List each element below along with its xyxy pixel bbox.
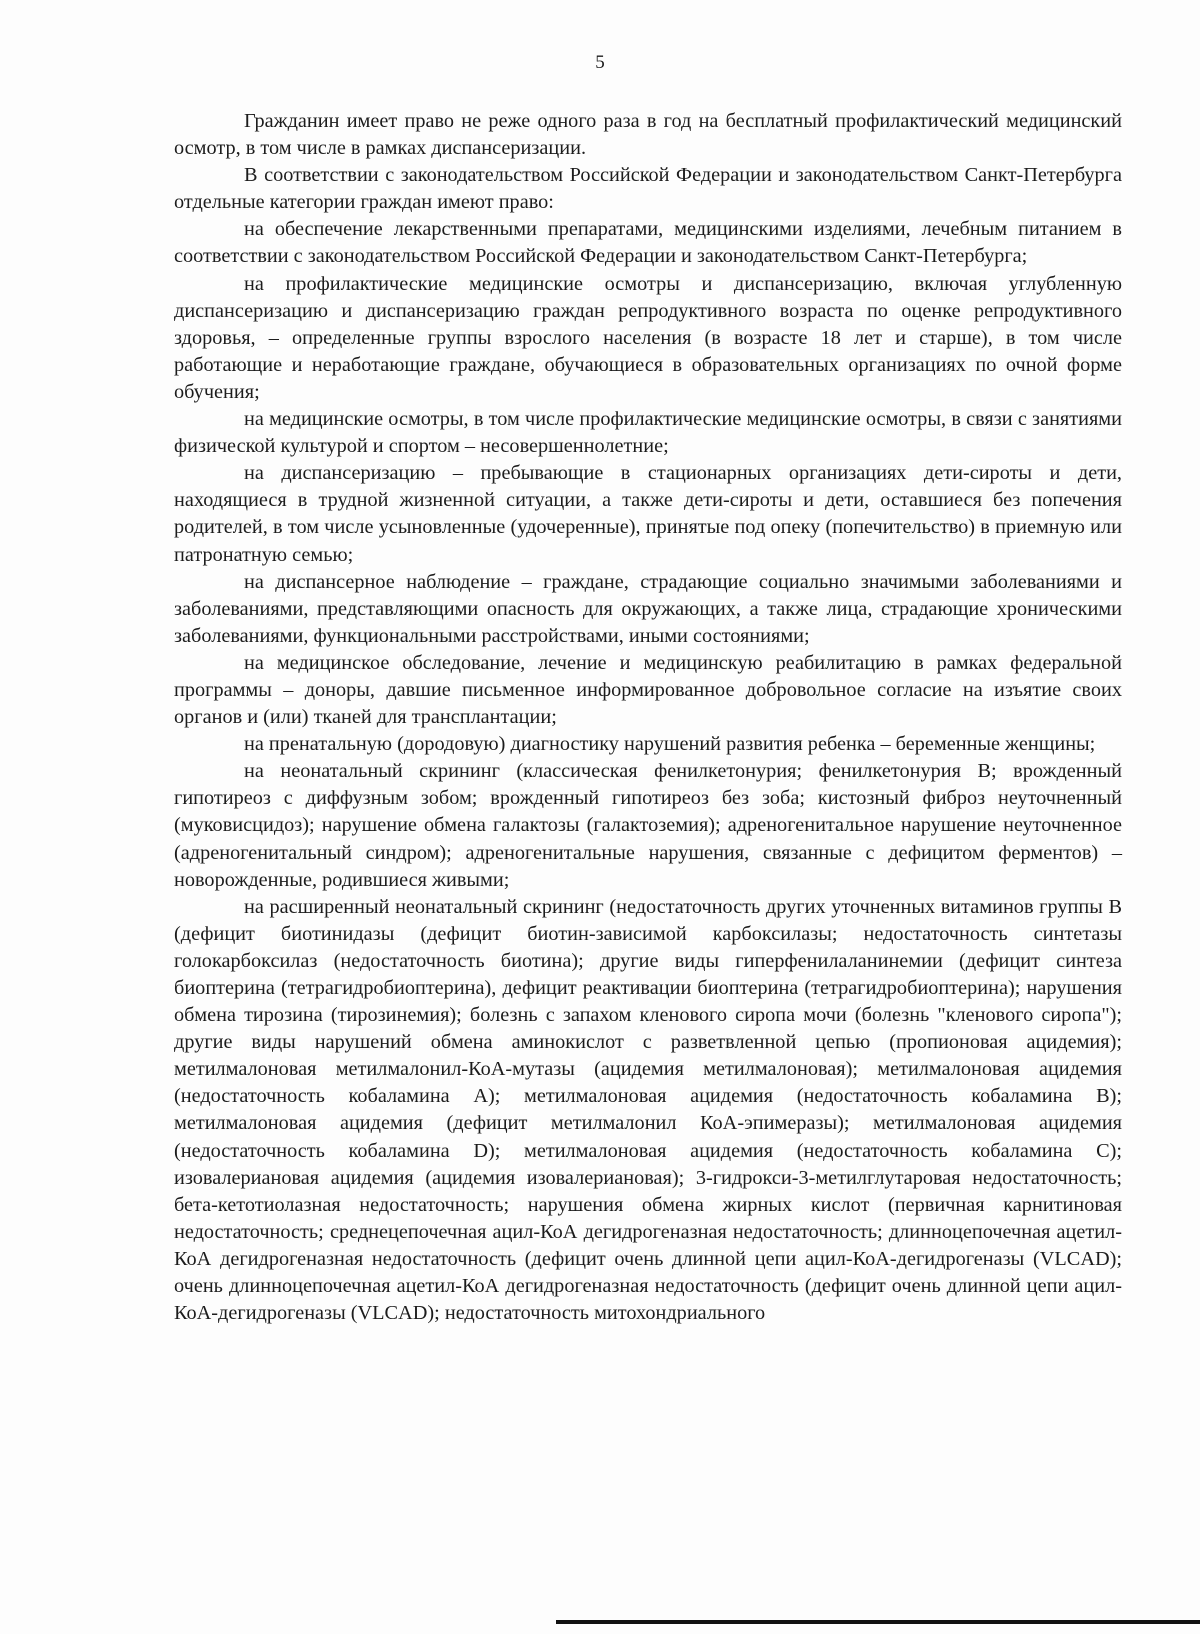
page-number: 5 xyxy=(595,52,605,73)
paragraph-9: на пренатальную (дородовую) диагностику нарушений развития ребенка – беременные женщины; xyxy=(244,733,1096,756)
paragraph-6: на диспансеризацию – пребывающие в стационарных организациях дети-сироты и дети, находящиеся в трудной жизненной ситуации, а также дети-сироты и дети, оставшиеся без попечения родителей, в том числе усыновленные (удочеренные), принятые под опеку (попечительство) в приемную или патронатную семью; xyxy=(174,462,1122,566)
paragraph-1: Гражданин имеет право не реже одного раза в год на бесплатный профилактический медицинский осмотр, в том числе в рамках диспансеризации. xyxy=(174,110,1122,160)
paragraph-2: В соответствии с законодательством Российской Федерации и законодательством Санкт-Петербурга отдельные категории граждан имеют право: xyxy=(174,164,1122,214)
paragraph-5: на медицинские осмотры, в том числе профилактические медицинские осмотры, в связи с занятиями физической культурой и спортом – несовершеннолетние; xyxy=(174,408,1122,458)
paragraph-7: на диспансерное наблюдение – граждане, страдающие социально значимыми заболеваниями и заболеваниями, представляющими опасность для окружающих, а также лица, страдающие хроническими заболеваниями, функциональными расстройствами, иными состояниями; xyxy=(174,570,1122,647)
paragraph-8: на медицинское обследование, лечение и медицинскую реабилитацию в рамках федеральной программы – доноры, давшие письменное информированное добровольное согласие на изъятие своих органов и (или) тканей для трансплантации; xyxy=(174,651,1122,729)
paragraph-10: на неонатальный скрининг (классическая фенилкетонурия; фенилкетонурия B; врожденный гипотиреоз с диффузным зобом; врожденный гипотиреоз без зоба; кистозный фиброз неуточненный (муковисцидоз); нарушение обмена галактозы (галактоземия); адреногенитальное нарушение неуточненное (адреногенитальный синдром); адреногенитальные нарушения, связанные с дефицитом ферментов) – новорожденные, родившиеся живыми; xyxy=(174,760,1122,891)
paragraph-4: на профилактические медицинские осмотры и диспансеризацию, включая углубленную диспансеризацию и диспансеризацию граждан репродуктивного возраста по оценке репродуктивного здоровья, – определенные группы взрослого населения (в возрасте 18 лет и старше), в том числе работающие и неработающие граждане, обучающиеся в образовательных организациях по очной форме обучения; xyxy=(174,272,1122,403)
document-body xyxy=(174,108,1122,1327)
paragraph-11: на расширенный неонатальный скрининг (недостаточность других уточненных витаминов группы B (дефицит биотинидазы (дефицит биотин-зависимой карбоксилазы; недостаточность синтетазы голокарбоксилаз (недостаточность биотина); другие виды гиперфенилаланинемии (дефицит синтеза биоптерина (тетрагидробиоптерина), дефицит реактивации биоптерина (тетрагидробиоптерина); нарушения обмена тирозина (тирозинемия); болезнь с запахом кленового сиропа мочи (болезнь "кленового сиропа"); другие виды нарушений обмена аминокислот с разветвленной цепью (пропионовая ацидемия); метилмалоновая метилмалонил-КоА-мутазы (ацидемия метилмалоновая); метилмалоновая ацидемия (недостаточность кобаламина A); метилмалоновая ацидемия (недостаточность кобаламина B); метилмалоновая ацидемия (дефицит метилмалонил КоА-эпимеразы); метилмалоновая ацидемия (недостаточность кобаламина D); метилмалоновая ацидемия (недостаточность кобаламина C); изовалериановая ацидемия (ацидемия изовалериановая); 3-гидрокси-3-метилглутаровая недостаточность; бета-кетотиолазная недостаточность; нарушения обмена жирных кислот (первичная карнитиновая недостаточность; среднецепочечная ацил-КоА дегидрогеназная недостаточность; длинноцепочечная ацетил-КоА дегидрогеназная недостаточность (дефицит очень длинной цепи ацил-КоА-дегидрогеназы (VLCAD); очень длинноцепочечная ацетил-КоА дегидрогеназная недостаточность (дефицит очень длинной цепи ацил-КоА-дегидрогеназы (VLCAD); недостаточность митохондриального xyxy=(174,895,1122,1325)
scan-edge-line xyxy=(556,1620,1200,1624)
paragraph-3: на обеспечение лекарственными препаратами, медицинскими изделиями, лечебным питанием в соответствии с законодательством Российской Федерации и законодательством Санкт-Петербурга; xyxy=(174,218,1122,268)
